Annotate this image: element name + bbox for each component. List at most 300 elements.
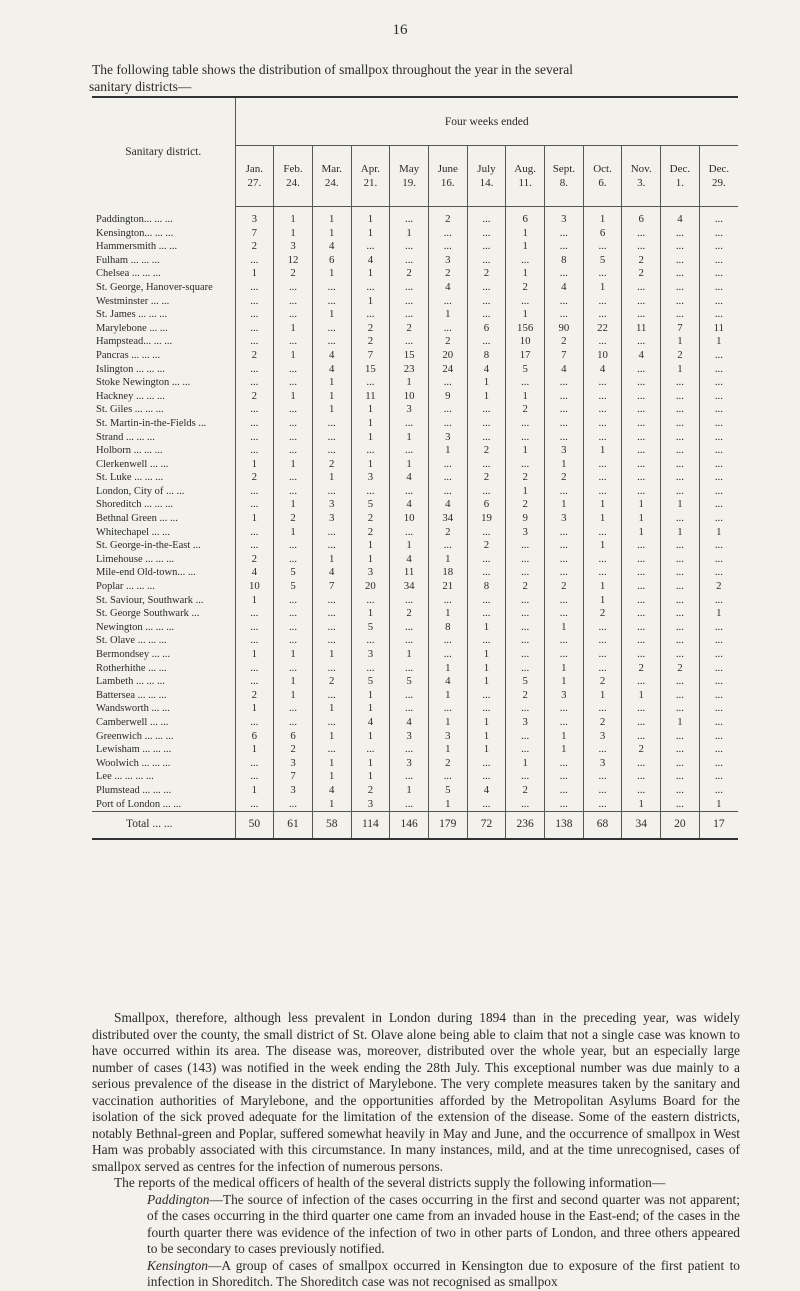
total-cell: 58 <box>312 812 351 840</box>
case-count-cell: ... <box>274 403 313 417</box>
table-row <box>92 363 738 377</box>
case-count-cell: ... <box>622 335 661 349</box>
table-row <box>92 458 738 472</box>
case-count-cell: 3 <box>506 716 545 730</box>
district-name: Strand ... ... ... <box>92 431 235 445</box>
district-name: Newington ... ... ... <box>92 621 235 635</box>
case-count-cell: ... <box>583 526 622 540</box>
total-cell: 17 <box>699 812 738 840</box>
case-count-cell: 1 <box>545 662 584 676</box>
month-label: Aug. <box>514 163 536 175</box>
case-count-cell: 1 <box>351 403 390 417</box>
case-count-cell: 8 <box>467 580 506 594</box>
case-count-cell: ... <box>428 648 467 662</box>
case-count-cell: ... <box>661 580 700 594</box>
table-row <box>92 594 738 608</box>
month-header <box>351 146 390 207</box>
case-count-cell: ... <box>467 770 506 784</box>
case-count-cell: ... <box>274 376 313 390</box>
case-count-cell: 2 <box>583 716 622 730</box>
case-count-cell: ... <box>428 471 467 485</box>
case-count-cell: ... <box>622 566 661 580</box>
case-count-cell: ... <box>390 207 429 227</box>
case-count-cell: 8 <box>545 254 584 268</box>
case-count-cell: ... <box>351 634 390 648</box>
case-count-cell: ... <box>622 539 661 553</box>
case-count-cell: ... <box>428 227 467 241</box>
case-count-cell: 4 <box>428 675 467 689</box>
case-count-cell: ... <box>506 254 545 268</box>
case-count-cell: ... <box>235 662 274 676</box>
case-count-cell: ... <box>714 634 723 647</box>
district-name: Plumstead ... ... ... <box>92 784 235 798</box>
case-count-cell: ... <box>661 621 700 635</box>
case-count-cell: 3 <box>351 566 390 580</box>
case-count-cell: ... <box>506 539 545 553</box>
case-count-cell: ... <box>312 539 351 553</box>
case-count-cell: ... <box>428 295 467 309</box>
case-count-cell: 4 <box>235 566 274 580</box>
case-count-cell: ... <box>545 485 584 499</box>
district-name: Lewisham ... ... ... <box>92 743 235 757</box>
case-count-cell: 3 <box>274 784 313 798</box>
case-count-cell: 1 <box>312 648 351 662</box>
case-count-cell: ... <box>390 702 429 716</box>
case-count-cell: 1 <box>274 675 313 689</box>
case-count-cell: 2 <box>351 322 390 336</box>
case-count-cell: 1 <box>467 743 506 757</box>
case-count-cell: ... <box>351 743 390 757</box>
case-count-cell: ... <box>661 254 700 268</box>
district-name: Lambeth ... ... ... <box>92 675 235 689</box>
case-count-cell: ... <box>583 634 622 648</box>
case-count-cell: ... <box>661 240 700 254</box>
case-count-cell: 1 <box>390 784 429 798</box>
case-count-cell: 4 <box>661 207 700 227</box>
case-count-cell: 3 <box>428 730 467 744</box>
case-count-cell: 1 <box>235 512 274 526</box>
case-count-cell: ... <box>714 770 723 783</box>
case-count-cell: 12 <box>274 254 313 268</box>
case-count-cell: ... <box>661 227 700 241</box>
case-count-cell: 2 <box>428 526 467 540</box>
table-row <box>92 689 738 703</box>
case-count-cell: ... <box>312 322 351 336</box>
case-count-cell: 23 <box>390 363 429 377</box>
case-count-cell: ... <box>622 634 661 648</box>
case-count-cell: 22 <box>583 322 622 336</box>
case-count-cell: 6 <box>467 322 506 336</box>
case-count-cell: ... <box>583 417 622 431</box>
case-count-cell: ... <box>545 240 584 254</box>
case-count-cell: 2 <box>235 553 274 567</box>
case-count-cell: 1 <box>467 621 506 635</box>
case-count-cell: 1 <box>274 648 313 662</box>
month-header <box>390 146 429 207</box>
case-count-cell: 1 <box>428 716 467 730</box>
case-count-cell: 6 <box>467 498 506 512</box>
case-count-cell: 4 <box>467 784 506 798</box>
case-count-cell: 3 <box>583 757 622 771</box>
case-count-cell: ... <box>714 348 723 361</box>
district-name: Pancras ... ... ... <box>92 349 235 363</box>
case-count-cell: ... <box>622 417 661 431</box>
case-count-cell: ... <box>274 607 313 621</box>
case-count-cell: ... <box>714 444 723 457</box>
paragraph-summary: Smallpox, therefore, although less prevalent in London during 1894 than in the preceding year, was widely distributed over the county, the small district of St. Olave alone being able to claim that not a single case was known to have occurred within its area. The disease was, moreover, distributed over the whole year, but an especially large number of cases (143) was notified in the week ending the 28th July. This exceptional number was due mainly to a serious prevalence of the disease in the district of Marylebone. The very complete measures taken by the sanitary and vaccination authorities of Marylebone, and the opportunities afforded by the Metropolitan Asylums Board for the isolation of the sick proved adequate for the limitation of the extension of the disease. Some of the eastern districts, notably Bethnal-green and Poplar, suffered somewhat heavily in May and June, and the occurrence of smallpox in West Ham was probably associated with this circumstance. In many instances, mild, and at the time unrecognised, cases of smallpox served as centres for the infection of numerous persons. <box>92 1010 740 1174</box>
case-count-cell: 3 <box>545 512 584 526</box>
case-count-cell: ... <box>545 798 584 812</box>
case-count-cell: 1 <box>428 553 467 567</box>
case-count-cell: 1 <box>390 376 429 390</box>
table-row <box>92 621 738 635</box>
case-count-cell: 4 <box>312 363 351 377</box>
month-header <box>467 146 506 207</box>
table-row <box>92 580 738 594</box>
case-count-cell: ... <box>622 648 661 662</box>
case-count-cell: ... <box>235 498 274 512</box>
case-count-cell: ... <box>467 458 506 472</box>
case-count-cell: ... <box>545 376 584 390</box>
case-count-cell: ... <box>351 308 390 322</box>
day-label: 27. <box>247 177 262 189</box>
case-count-cell: 3 <box>351 648 390 662</box>
case-count-cell: ... <box>545 295 584 309</box>
case-count-cell: ... <box>312 335 351 349</box>
case-count-cell: ... <box>467 295 506 309</box>
case-count-cell: ... <box>274 335 313 349</box>
case-count-cell: 2 <box>506 281 545 295</box>
case-count-cell: ... <box>235 403 274 417</box>
case-count-cell: ... <box>467 607 506 621</box>
case-count-cell: 1 <box>351 207 390 227</box>
case-count-cell: 1 <box>351 607 390 621</box>
case-count-cell: ... <box>390 308 429 322</box>
case-count-cell: 2 <box>390 267 429 281</box>
case-count-cell: ... <box>390 662 429 676</box>
case-count-cell: 3 <box>428 431 467 445</box>
case-count-cell: ... <box>661 757 700 771</box>
case-count-cell: 1 <box>506 240 545 254</box>
case-count-cell: 2 <box>661 662 700 676</box>
case-count-cell: 1 <box>467 390 506 404</box>
case-count-cell: 19 <box>467 512 506 526</box>
case-count-cell: 4 <box>390 471 429 485</box>
case-count-cell: ... <box>428 594 467 608</box>
case-count-cell: 1 <box>312 757 351 771</box>
case-count-cell: ... <box>661 431 700 445</box>
case-count-cell: 5 <box>274 580 313 594</box>
case-count-cell: 1 <box>622 526 661 540</box>
total-cell: 236 <box>506 812 545 840</box>
paddington-text: —The source of infection of the cases occurring in the first and second quarter was not apparent; of the cases occurring in the third quarter one came from an invaded house in the East-end; of the cases in the fourth quarter there was evidence of the infection of two in other parts of London, and three others appeared to be secondary to cases previously notified. <box>147 1191 740 1256</box>
case-count-cell: 7 <box>661 322 700 336</box>
case-count-cell: ... <box>312 662 351 676</box>
case-count-cell: 1 <box>235 458 274 472</box>
case-count-cell: ... <box>235 539 274 553</box>
case-count-cell: ... <box>467 335 506 349</box>
case-count-cell: ... <box>506 634 545 648</box>
district-name: Whitechapel ... ... <box>92 526 235 540</box>
case-count-cell: ... <box>467 403 506 417</box>
case-count-cell: ... <box>545 526 584 540</box>
district-name: St. George Southwark ... <box>92 607 235 621</box>
case-count-cell: 1 <box>351 757 390 771</box>
table-row <box>92 648 738 662</box>
case-count-cell: 1 <box>312 553 351 567</box>
case-count-cell: 1 <box>716 525 722 538</box>
case-count-cell: ... <box>428 240 467 254</box>
case-count-cell: ... <box>235 431 274 445</box>
case-count-cell: ... <box>274 281 313 295</box>
case-count-cell: 1 <box>545 675 584 689</box>
case-count-cell: 2 <box>428 207 467 227</box>
case-count-cell: ... <box>661 444 700 458</box>
district-name: Greenwich ... ... ... <box>92 730 235 744</box>
case-count-cell: ... <box>390 444 429 458</box>
month-header <box>545 146 584 207</box>
smallpox-distribution-table <box>92 96 738 840</box>
table-row <box>92 254 738 268</box>
case-count-cell: ... <box>312 621 351 635</box>
case-count-cell: ... <box>467 689 506 703</box>
case-count-cell: ... <box>274 444 313 458</box>
total-cell: 72 <box>467 812 506 840</box>
case-count-cell: 1 <box>467 662 506 676</box>
case-count-cell: ... <box>714 213 723 225</box>
case-count-cell: ... <box>390 254 429 268</box>
case-count-cell: 2 <box>467 444 506 458</box>
case-count-cell: 4 <box>390 498 429 512</box>
table-row <box>92 498 738 512</box>
case-count-cell: 1 <box>351 539 390 553</box>
case-count-cell: ... <box>506 458 545 472</box>
case-count-cell: ... <box>661 675 700 689</box>
case-count-cell: ... <box>661 770 700 784</box>
table-row <box>92 607 738 621</box>
case-count-cell: 1 <box>716 797 722 810</box>
intro-line-1: The following table shows the distribution of smallpox throughout the year in the several <box>92 62 574 77</box>
case-count-cell: ... <box>583 267 622 281</box>
case-count-cell: 7 <box>351 349 390 363</box>
case-count-cell: ... <box>714 457 723 470</box>
case-count-cell: 15 <box>351 363 390 377</box>
total-label: Total ... ... <box>92 812 235 840</box>
case-count-cell: ... <box>714 688 723 701</box>
case-count-cell: 1 <box>390 539 429 553</box>
case-count-cell: 2 <box>583 607 622 621</box>
case-count-cell: ... <box>312 295 351 309</box>
case-count-cell: ... <box>583 376 622 390</box>
case-count-cell: 2 <box>235 689 274 703</box>
case-count-cell: 1 <box>545 498 584 512</box>
case-count-cell: 3 <box>274 757 313 771</box>
case-count-cell: ... <box>235 295 274 309</box>
district-name: St. James ... ... ... <box>92 308 235 322</box>
case-count-cell: ... <box>622 376 661 390</box>
case-count-cell: ... <box>506 770 545 784</box>
case-count-cell: 1 <box>661 335 700 349</box>
month-label: June <box>437 163 458 175</box>
case-count-cell: ... <box>714 498 723 511</box>
total-cell: 179 <box>428 812 467 840</box>
case-count-cell: ... <box>583 335 622 349</box>
case-count-cell: ... <box>312 444 351 458</box>
table-head <box>92 97 738 207</box>
paragraph-paddington <box>92 1192 740 1258</box>
case-count-cell: ... <box>622 757 661 771</box>
case-count-cell: 2 <box>467 267 506 281</box>
case-count-cell: 6 <box>583 227 622 241</box>
case-count-cell: ... <box>714 471 723 484</box>
case-count-cell: ... <box>583 240 622 254</box>
case-count-cell: 1 <box>583 512 622 526</box>
case-count-cell: ... <box>312 716 351 730</box>
case-count-cell: 10 <box>583 349 622 363</box>
case-count-cell: ... <box>545 417 584 431</box>
case-count-cell: 1 <box>716 335 722 348</box>
case-count-cell: 4 <box>312 349 351 363</box>
case-count-cell: 24 <box>428 363 467 377</box>
case-count-cell: ... <box>506 295 545 309</box>
total-cell: 68 <box>583 812 622 840</box>
case-count-cell: ... <box>235 335 274 349</box>
case-count-cell: 1 <box>312 702 351 716</box>
table-row <box>92 566 738 580</box>
case-count-cell: ... <box>390 743 429 757</box>
case-count-cell: ... <box>661 553 700 567</box>
table-row <box>92 539 738 553</box>
district-name: Hampstead... ... ... <box>92 335 235 349</box>
case-count-cell: ... <box>274 539 313 553</box>
case-count-cell: ... <box>714 593 723 606</box>
case-count-cell: 1 <box>390 458 429 472</box>
case-count-cell: ... <box>714 484 723 497</box>
case-count-cell: 7 <box>235 227 274 241</box>
case-count-cell: ... <box>661 390 700 404</box>
table-row <box>92 702 738 716</box>
district-name: Limehouse ... ... ... <box>92 553 235 567</box>
case-count-cell: ... <box>714 620 723 633</box>
month-label: Apr. <box>360 163 381 175</box>
total-cell: 138 <box>545 812 584 840</box>
district-name: Bethnal Green ... ... <box>92 512 235 526</box>
case-count-cell: ... <box>390 634 429 648</box>
case-count-cell: 1 <box>312 770 351 784</box>
case-count-cell: ... <box>467 553 506 567</box>
table-row <box>92 526 738 540</box>
month-label: May <box>399 163 420 175</box>
case-count-cell: ... <box>583 458 622 472</box>
case-count-cell: ... <box>235 770 274 784</box>
case-count-cell: 2 <box>428 757 467 771</box>
case-count-cell: ... <box>622 621 661 635</box>
case-count-cell: 3 <box>274 240 313 254</box>
case-count-cell: 1 <box>661 363 700 377</box>
case-count-cell: ... <box>274 471 313 485</box>
case-count-cell: 1 <box>312 267 351 281</box>
case-count-cell: ... <box>622 702 661 716</box>
case-count-cell: 156 <box>506 322 545 336</box>
case-count-cell: 1 <box>583 207 622 227</box>
case-count-cell: ... <box>545 716 584 730</box>
table-row <box>92 716 738 730</box>
case-count-cell: ... <box>274 295 313 309</box>
case-count-cell: 1 <box>312 471 351 485</box>
case-count-cell: ... <box>661 634 700 648</box>
month-header <box>622 146 661 207</box>
case-count-cell: 7 <box>274 770 313 784</box>
case-count-cell: ... <box>428 458 467 472</box>
month-header <box>312 146 351 207</box>
case-count-cell: ... <box>622 485 661 499</box>
case-count-cell: 1 <box>351 553 390 567</box>
case-count-cell: 90 <box>545 322 584 336</box>
case-count-cell: 10 <box>506 335 545 349</box>
case-count-cell: 1 <box>545 743 584 757</box>
case-count-cell: ... <box>312 281 351 295</box>
case-count-cell: ... <box>235 485 274 499</box>
case-count-cell: ... <box>506 417 545 431</box>
table-row <box>92 770 738 784</box>
district-name: Islington ... ... ... <box>92 363 235 377</box>
case-count-cell: 8 <box>428 621 467 635</box>
case-count-cell: 2 <box>622 254 661 268</box>
case-count-cell: 1 <box>312 376 351 390</box>
case-count-cell: 1 <box>506 308 545 322</box>
case-count-cell: ... <box>714 430 723 443</box>
body-text <box>92 1010 740 1291</box>
case-count-cell: ... <box>235 607 274 621</box>
case-count-cell: ... <box>622 607 661 621</box>
case-count-cell: 1 <box>622 689 661 703</box>
district-name: Lee ... ... ... ... <box>92 770 235 784</box>
case-count-cell: 2 <box>274 267 313 281</box>
case-count-cell: 4 <box>312 240 351 254</box>
table-body <box>92 207 738 840</box>
case-count-cell: ... <box>274 702 313 716</box>
district-name: Holborn ... ... ... <box>92 444 235 458</box>
case-count-cell: 3 <box>506 526 545 540</box>
case-count-cell: ... <box>467 798 506 812</box>
case-count-cell: 1 <box>545 730 584 744</box>
case-count-cell: 1 <box>351 267 390 281</box>
case-count-cell: ... <box>622 431 661 445</box>
case-count-cell: ... <box>661 512 700 526</box>
case-count-cell: ... <box>622 390 661 404</box>
case-count-cell: 1 <box>390 227 429 241</box>
district-name: Marylebone ... ... <box>92 322 235 336</box>
case-count-cell: 21 <box>428 580 467 594</box>
case-count-cell: ... <box>467 485 506 499</box>
case-count-cell: 34 <box>390 580 429 594</box>
case-count-cell: ... <box>545 757 584 771</box>
case-count-cell: ... <box>714 729 723 742</box>
case-count-cell: 7 <box>312 580 351 594</box>
case-count-cell: ... <box>274 634 313 648</box>
case-count-cell: 2 <box>506 471 545 485</box>
case-count-cell: ... <box>312 607 351 621</box>
case-count-cell: ... <box>274 363 313 377</box>
total-cell: 146 <box>390 812 429 840</box>
case-count-cell: ... <box>622 770 661 784</box>
case-count-cell: ... <box>274 431 313 445</box>
case-count-cell: ... <box>714 661 723 674</box>
day-label: 19. <box>402 177 416 189</box>
case-count-cell: ... <box>351 376 390 390</box>
case-count-cell: 6 <box>235 730 274 744</box>
case-count-cell: 10 <box>390 390 429 404</box>
